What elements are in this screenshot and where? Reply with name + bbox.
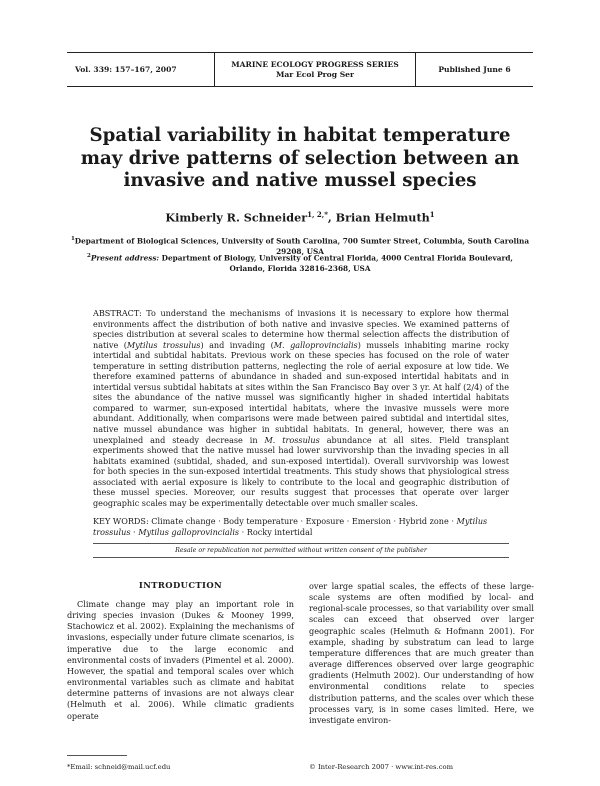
affiliation-number: 1 (70, 236, 75, 242)
copyright-notice: © Inter-Research 2007 · www.int-res.com (309, 763, 454, 771)
keyword-species: Mytilus galloprovincialis (138, 526, 240, 537)
abstract-text: ) and invading ( (200, 339, 274, 350)
affiliation-number: 2 (87, 253, 91, 259)
abstract-text: To understand the mechanisms of invasions it is necessary to explore how thermal environments affect the distribution of both native and invasive species. We examined patterns of species distribution at several scales to determine how thermal selection affects the distribution of native ( (93, 308, 509, 350)
intro-paragraph-continued: over large spatial scales, the effects of these large-scale systems are often modified by local- and regional-scale processes, so that variability over small scales can exceed that observed over larger geographic scales (Helmuth & Hofmann 2001). For example, shading by substratum can lead to large temperature differences that are much greater than average differences observed over large geographic gradients (Helmuth 2002). Our understanding of how environmental conditions relate to species distribution patterns, and the scales over which these processes vary, is in some cases limited. Here, we investigate environ- (309, 581, 534, 725)
keywords-text: Climate change · Body temperature · Exposure · Emersion · Hybrid zone · (148, 516, 457, 526)
abstract (93, 308, 509, 508)
species-name: M. galloprovincialis (273, 339, 358, 350)
abstract-text: ) mussels inhabiting marine rocky intertidal and subtidal habitats. Previous work on these species has focused on the role of water temperature in setting distribution patterns, neglecting the role of aerial exposure at low tide. We therefore examined patterns of abundance in shaded and sun-exposed intertidal habitats and in intertidal versus subtidal habitats at sites within the San Francisco Bay over 3 yr. At half (2/4) of the sites the abundance of the native mussel was significantly higher in shaded intertidal habitats compared to warmer, sun-exposed intertidal habitats, where the invasive mussels were more abundant. Additionally, when comparisons were made between paired subtidal and intertidal sites, native mussel abundance was higher in subtidal habitats. In general, however, there was an unexplained and steady decrease in (93, 339, 509, 445)
present-address-label: Present address: (90, 253, 160, 263)
paper-title: Spatial variability in habitat temperature may drive patterns of selection between an invasive and native mussel species (80, 125, 520, 191)
journal-title-block (215, 53, 415, 86)
abstract-label: ABSTRACT: (93, 308, 147, 318)
journal-abbrev: Mar Ecol Prog Ser (275, 69, 355, 79)
author-affiliation-marker: 1 (429, 210, 435, 219)
intro-paragraph: Climate change may play an important role in driving species invasion (Dukes & Mooney 1999, Stachowicz et al. 2002). Explaining the mechanisms of invasions, especially under future climate scenarios, is imperative due to the large economic and environmental costs of invaders (Pimentel et al. 2000). However, the spatial and temporal scales over which environmental variables such as climate and habitat determine patterns of invasions are not always clear (Helmuth et al. 2006). While climatic gradients operate (67, 599, 294, 721)
divider (93, 557, 509, 558)
keywords-text: · (130, 526, 139, 537)
keyword-species: Mytilus trossulus (93, 516, 488, 537)
affiliation-2 (80, 251, 520, 274)
right-column (309, 581, 534, 726)
author-name: Brian Helmuth (335, 210, 430, 225)
resale-notice: Resale or republication not permitted without written consent of the publisher (175, 547, 427, 554)
published-date: Published June 6 (415, 53, 533, 86)
footnote-rule (67, 755, 127, 756)
corresponding-email: *Email: schneid@mail.ucf.edu (67, 763, 171, 771)
author-affiliation-marker: 1, 2, (307, 210, 325, 219)
species-name: M. trossulus (264, 434, 320, 445)
abstract-text: abundance at all sites. Field transplant experiments showed that the native mussel had lower survivorship than the invading species in all habitats examined (subtidal, shaded, and sun-exposed intertidal). Overall survivorship was lowest for both species in the sun-exposed intertidal treatments. This study shows that physiological stress associated with aerial exposure is likely to contribute to the local and geographic distribution of these mussel species. Moreover, our results suggest that processes that operate over larger geographic scales may be experimentally detectable over much smaller scales. (93, 434, 510, 508)
author-name: Kimberly R. Schneider (165, 210, 308, 225)
keywords-label: KEY WORDS: (93, 516, 149, 526)
volume-info: Vol. 339: 157–167, 2007 (67, 53, 215, 86)
author-list (80, 210, 520, 225)
species-name: Mytilus trossulus (126, 339, 201, 350)
corresponding-marker: * (324, 210, 328, 219)
journal-header (67, 52, 533, 87)
divider (93, 543, 509, 544)
journal-name: MARINE ECOLOGY PROGRESS SERIES (231, 60, 399, 69)
affiliation-text: Department of Biological Sciences, University of South Carolina, 700 Sumter Street, Columbia, South Carolina 29208, USA (74, 236, 530, 256)
keywords (93, 516, 509, 537)
author-separator: , (327, 210, 336, 225)
section-heading: INTRODUCTION (138, 580, 223, 590)
left-column (67, 580, 294, 722)
affiliation-text: Department of Biology, University of Central Florida, 4000 Central Florida Boulevard, Orlando, Florida 32816-2368, USA (159, 253, 513, 273)
keywords-text: · Rocky intertidal (239, 526, 313, 537)
